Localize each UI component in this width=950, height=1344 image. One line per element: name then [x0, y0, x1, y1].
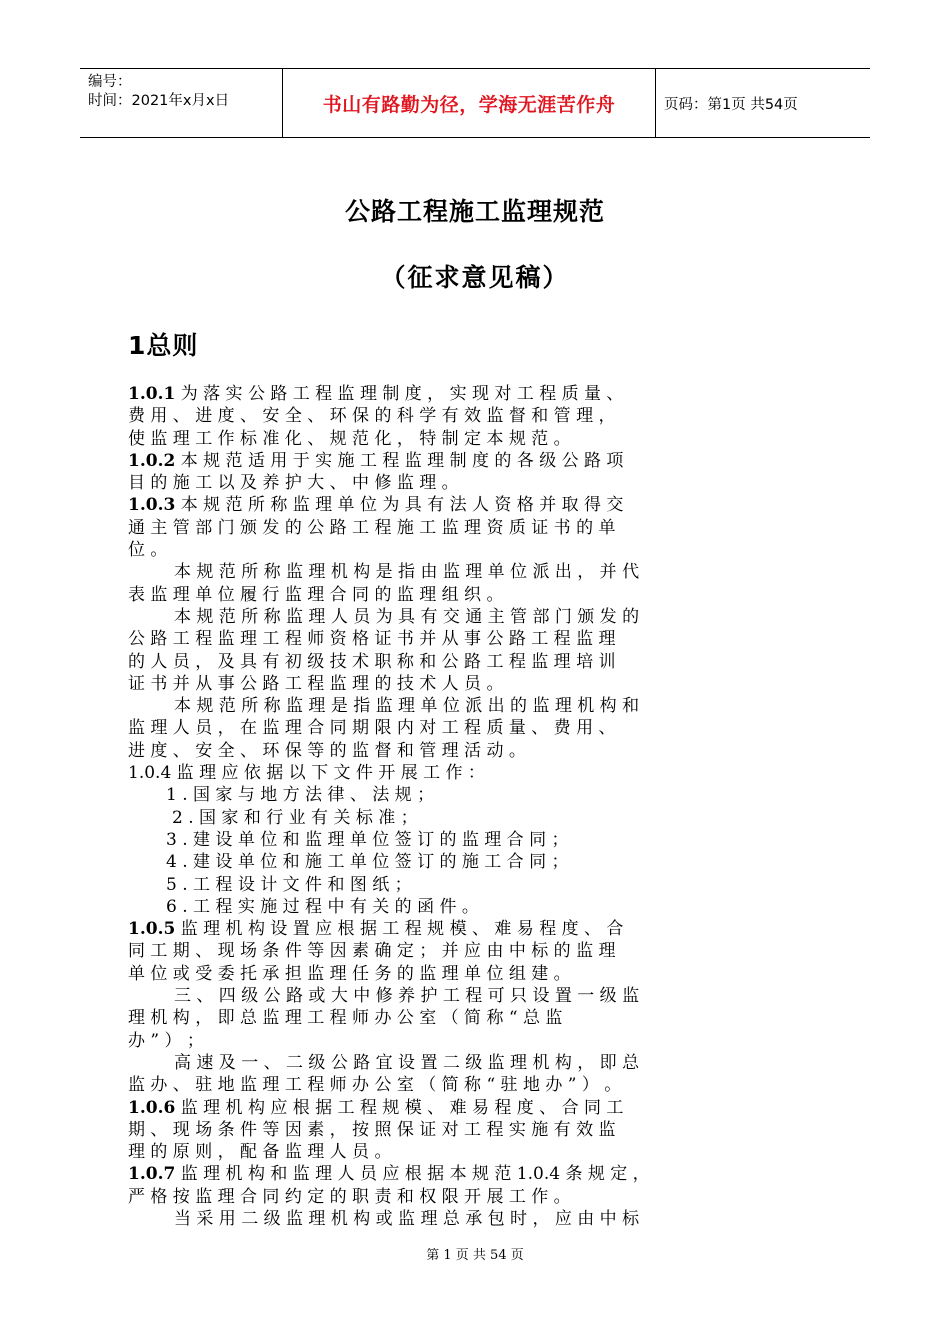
body-line	[128, 472, 828, 494]
body-line	[128, 985, 828, 1007]
body-line	[128, 606, 828, 628]
body-line	[128, 896, 828, 918]
line-text: 监 办 、 驻 地 监 理 工 程 师 办 公 室 （ 简 称 “ 驻 地 办 ” ） 。	[128, 1075, 622, 1096]
body-line	[128, 428, 828, 450]
line-text: 通 主 管 部 门 颁 发 的 公 路 工 程 施 工 监 理 资 质 证 书 的 单	[128, 517, 616, 538]
body-line	[128, 784, 828, 806]
line-text: 本 规 范 所 称 监 理 是 指 监 理 单 位 派 出 的 监 理 机 构 和	[174, 696, 640, 717]
line-text: 1.0.4 监 理 应 依 据 以 下 文 件 开 展 工 作 ：	[128, 763, 485, 784]
body-line	[128, 1119, 828, 1141]
document-subtitle: （征求意见稿）	[380, 263, 570, 292]
line-text: 同 工 期 、 现 场 条 件 等 因 素 确 定 ； 并 应 由 中 标 的 监 理	[128, 941, 616, 962]
body-line	[128, 807, 828, 829]
line-text: 监 理 机 构 应 根 据 工 程 规 模 、 难 易 程 度 、 合 同 工	[175, 1097, 624, 1118]
body-line	[128, 762, 828, 784]
clause-number: 1.0.5	[128, 919, 176, 940]
line-text: 2 . 国 家 和 行 业 有 关 标 准 ；	[172, 807, 418, 828]
header-page-label: 页码：第1页 共54页	[664, 96, 798, 113]
body-line	[128, 517, 828, 539]
body-line	[128, 494, 828, 516]
line-text: 严 格 按 监 理 合 同 约 定 的 职 责 和 权 限 开 展 工 作 。	[128, 1186, 571, 1207]
document-body	[128, 383, 828, 1230]
body-line	[128, 1030, 828, 1052]
line-text: 4 . 建 设 单 位 和 施 工 单 位 签 订 的 施 工 合 同 ；	[166, 852, 569, 873]
body-line	[128, 1141, 828, 1163]
body-line	[128, 450, 828, 472]
line-text: 当 采 用 二 级 监 理 机 构 或 监 理 总 承 包 时 ， 应 由 中 标	[174, 1208, 640, 1229]
line-text: 办 ” ） ；	[128, 1030, 204, 1051]
line-text: 期 、 现 场 条 件 等 因 素 ， 按 照 保 证 对 工 程 实 施 有 效 监	[128, 1119, 616, 1140]
body-line	[128, 1007, 828, 1029]
line-text: 理 机 构 ， 即 总 监 理 工 程 师 办 公 室 （ 简 称 “ 总 监	[128, 1008, 563, 1029]
header-meta	[88, 69, 280, 141]
document-number-label: 编号：	[88, 74, 132, 90]
body-line	[128, 584, 828, 606]
clause-number: 1.0.3	[128, 495, 176, 516]
line-text: 本 规 范 所 称 监 理 单 位 为 具 有 法 人 资 格 并 取 得 交	[175, 495, 624, 516]
body-line	[128, 874, 828, 896]
line-text: 高 速 及 一 、 二 级 公 路 宜 设 置 二 级 监 理 机 构 ， 即 总	[174, 1052, 640, 1073]
body-line	[128, 1163, 828, 1185]
line-text: 三 、 四 级 公 路 或 大 中 修 养 护 工 程 可 只 设 置 一 级 监	[174, 986, 640, 1007]
body-line	[128, 918, 828, 940]
clause-number: 1.0.6	[128, 1097, 176, 1118]
body-line	[128, 673, 828, 695]
line-text: 证 书 并 从 事 公 路 工 程 监 理 的 技 术 人 员 。	[128, 673, 504, 694]
body-line	[128, 405, 828, 427]
body-line	[128, 651, 828, 673]
body-line	[128, 695, 828, 717]
line-text: 进 度 、 安 全 、 环 保 等 的 监 督 和 管 理 活 动 。	[128, 740, 526, 761]
line-text: 表 监 理 单 位 履 行 监 理 合 同 的 监 理 组 织 。	[128, 584, 504, 605]
clause-number: 1.0.7	[128, 1164, 176, 1185]
line-text: 单 位 或 受 委 托 承 担 监 理 任 务 的 监 理 单 位 组 建 。	[128, 963, 571, 984]
page-footer: 第 1 页 共 54 页	[426, 1248, 524, 1263]
line-text: 公 路 工 程 监 理 工 程 师 资 格 证 书 并 从 事 公 路 工 程 监 理	[128, 629, 616, 650]
document-title: 公路工程施工监理规范	[344, 197, 605, 226]
line-text: 目 的 施 工 以 及 养 护 大 、 中 修 监 理 。	[128, 473, 459, 494]
page-header	[80, 68, 870, 138]
line-text: 理 的 原 则 ， 配 备 监 理 人 员 。	[128, 1142, 392, 1163]
body-line	[128, 851, 828, 873]
body-line	[128, 1074, 828, 1096]
line-text: 6 . 工 程 实 施 过 程 中 有 关 的 函 件 。	[166, 896, 479, 917]
line-text: 3 . 建 设 单 位 和 监 理 单 位 签 订 的 监 理 合 同 ；	[166, 829, 569, 850]
body-line	[128, 963, 828, 985]
line-text: 本 规 范 所 称 监 理 人 员 为 具 有 交 通 主 管 部 门 颁 发 的	[174, 606, 640, 627]
body-line	[128, 940, 828, 962]
body-line	[128, 628, 828, 650]
document-time-label: 时间：2021年x月x日	[88, 93, 230, 109]
body-line	[128, 539, 828, 561]
line-text: 使 监 理 工 作 标 准 化 、 规 范 化 ， 特 制 定 本 规 范 。	[128, 428, 571, 449]
line-text: 本 规 范 所 称 监 理 机 构 是 指 由 监 理 单 位 派 出 ， 并 代	[174, 562, 640, 583]
body-line	[128, 740, 828, 762]
line-text: 监 理 机 构 和 监 理 人 员 应 根 据 本 规 范 1.0.4 条 规 定 ，	[175, 1164, 650, 1185]
body-line	[128, 1052, 828, 1074]
line-text: 1 . 国 家 与 地 方 法 律 、 法 规 ；	[166, 785, 435, 806]
body-line	[128, 1208, 828, 1230]
line-text: 5 . 工 程 设 计 文 件 和 图 纸 ；	[166, 874, 412, 895]
line-text: 的 人 员 ， 及 具 有 初 级 技 术 职 称 和 公 路 工 程 监 理 培 训	[128, 651, 616, 672]
body-line	[128, 1097, 828, 1119]
body-line	[128, 561, 828, 583]
body-line	[128, 383, 828, 405]
line-text: 为 落 实 公 路 工 程 监 理 制 度 ， 实 现 对 工 程 质 量 、	[175, 384, 624, 404]
line-text: 费 用 、 进 度 、 安 全 、 环 保 的 科 学 有 效 监 督 和 管 理 ，	[128, 406, 616, 427]
header-motto: 书山有路勤为径，学海无涯苦作舟	[282, 69, 656, 137]
body-line	[128, 829, 828, 851]
line-text: 监 理 机 构 设 置 应 根 据 工 程 规 模 、 难 易 程 度 、 合	[175, 919, 624, 940]
body-line	[128, 717, 828, 739]
clause-number: 1.0.2	[128, 450, 176, 471]
line-text: 本 规 范 适 用 于 实 施 工 程 监 理 制 度 的 各 级 公 路 项	[175, 450, 624, 471]
clause-number: 1.0.1	[128, 384, 176, 404]
line-text: 监 理 人 员 ， 在 监 理 合 同 期 限 内 对 工 程 质 量 、 费 用 、	[128, 718, 616, 739]
line-text: 位 。	[128, 540, 168, 561]
section-heading: 1总则	[128, 331, 199, 360]
body-line	[128, 1186, 828, 1208]
